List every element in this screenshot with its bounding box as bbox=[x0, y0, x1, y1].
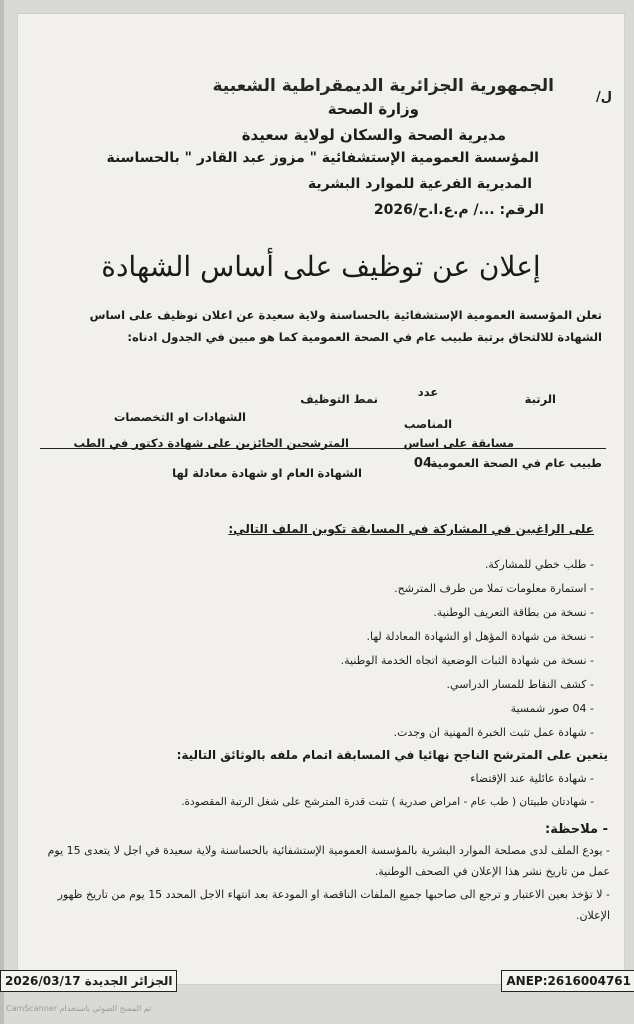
header-hospital: المؤسسة العمومية الإستشفائية " مزوز عبد القادر " بالحساسنة bbox=[106, 150, 539, 166]
announcement-title: إعلان عن توظيف على أساس الشهادة bbox=[101, 250, 541, 283]
document-item: - نسخة من بطاقة التعريف الوطنية. bbox=[433, 606, 594, 619]
header-qualifications: الشهادات او التخصصات bbox=[113, 410, 246, 424]
documents-title: على الراغبين في المشاركة في المسابقة تكوين الملف التالي: bbox=[228, 522, 594, 536]
header-rank: الرتبة bbox=[524, 392, 556, 406]
side-mark: /ل bbox=[595, 90, 612, 105]
header-mode: نمط التوظيف bbox=[300, 392, 378, 406]
document-item: - نسخة من شهادة المؤهل او الشهادة المعادلة لها. bbox=[366, 630, 594, 643]
document-item: - 04 صور شمسية bbox=[510, 702, 594, 715]
document-item: - استمارة معلومات تملا من طرف المترشح. bbox=[394, 582, 594, 595]
anep-stamp: ANEP:2616004761 bbox=[501, 970, 634, 992]
row-qual-line2: العام او شهادة معادلة لها bbox=[172, 466, 314, 480]
document-item: - شهادة عمل تثبت الخبرة المهنية ان وجدت. bbox=[393, 726, 594, 739]
documents-list bbox=[114, 558, 594, 748]
header-directorate: مديرية الصحة والسكان لولاية سعيدة bbox=[241, 126, 506, 144]
row-mode-line1: مسابقة على اساس bbox=[403, 436, 514, 450]
header-republic: الجمهورية الجزائرية الديمقراطية الشعبية bbox=[212, 76, 554, 96]
header-subdirectorate: المديرية الفرعية للموارد البشرية bbox=[307, 176, 532, 192]
final-doc-item: - شهادتان طبيتان ( طب عام - امراض صدرية ) تثبت قدرة المترشح على شغل الرتبة المقصودة. bbox=[181, 796, 594, 808]
intro-paragraph: تعلن المؤسسة العمومية الإستشفائية بالحساسنة ولاية سعيدة عن اعلان توظيف على اساس الشهادة للالتحاق برتبة طبيب عام في الصحة العمومية كما هو مبين في الجدول ادناه: bbox=[89, 308, 602, 344]
scan-edge bbox=[0, 0, 4, 1024]
document-item: - نسخة من شهادة الثبات الوضعية اتجاه الخدمة الوطنية. bbox=[340, 654, 594, 667]
document-item: - طلب خطي للمشاركة. bbox=[484, 558, 594, 571]
footer bbox=[5, 970, 631, 994]
note-item: - يودع الملف لدى مصلحة الموارد البشرية بالمؤسسة العمومية الإستشفائية بالحساسنة ولاية سعيدة في اجل لا يتعدى 15 يوم عمل من تاريخ نشر هذا الإعلان في الصحف الوطنية. bbox=[47, 844, 610, 878]
row-positions: 04 bbox=[413, 456, 432, 471]
row-qual-line1: المترشحين الحائزين على شهادة دكتور في الطب bbox=[73, 436, 349, 450]
row-mode-line2: الشهادة bbox=[317, 466, 362, 480]
final-docs-title: يتعين على المترشح الناجح نهائيا في المسابقة اتمام ملفه بالوثائق التالية: bbox=[176, 748, 608, 762]
final-doc-item: - شهادة عائلية عند الإقتضاء bbox=[470, 772, 594, 785]
row-rank: طبيب عام في الصحة العمومية bbox=[430, 456, 602, 470]
document-item: - كشف النقاط للمسار الدراسي. bbox=[446, 678, 594, 691]
note-item: - لا تؤخذ بعين الاعتبار و ترجع الى صاحبها جميع الملفات الناقصة او المودعة بعد انتهاء الاجل المحدد 15 يوم من تاريخ ظهور الإعلان. bbox=[57, 888, 610, 922]
scanner-watermark: CamScanner تم المسح الضوئي باستخدام bbox=[6, 1004, 152, 1013]
announcement-page bbox=[5, 14, 631, 988]
reference-number: الرقم: .../ م.ع.ا.ح/2026 bbox=[373, 202, 544, 218]
notes-title: - ملاحظة: bbox=[545, 822, 608, 837]
header-positions: عدد المناصب bbox=[403, 385, 453, 431]
header-ministry: وزارة الصحة bbox=[327, 100, 419, 118]
newspaper-stamp: الجزائر الجديدة 2026/03/17 bbox=[0, 970, 177, 992]
